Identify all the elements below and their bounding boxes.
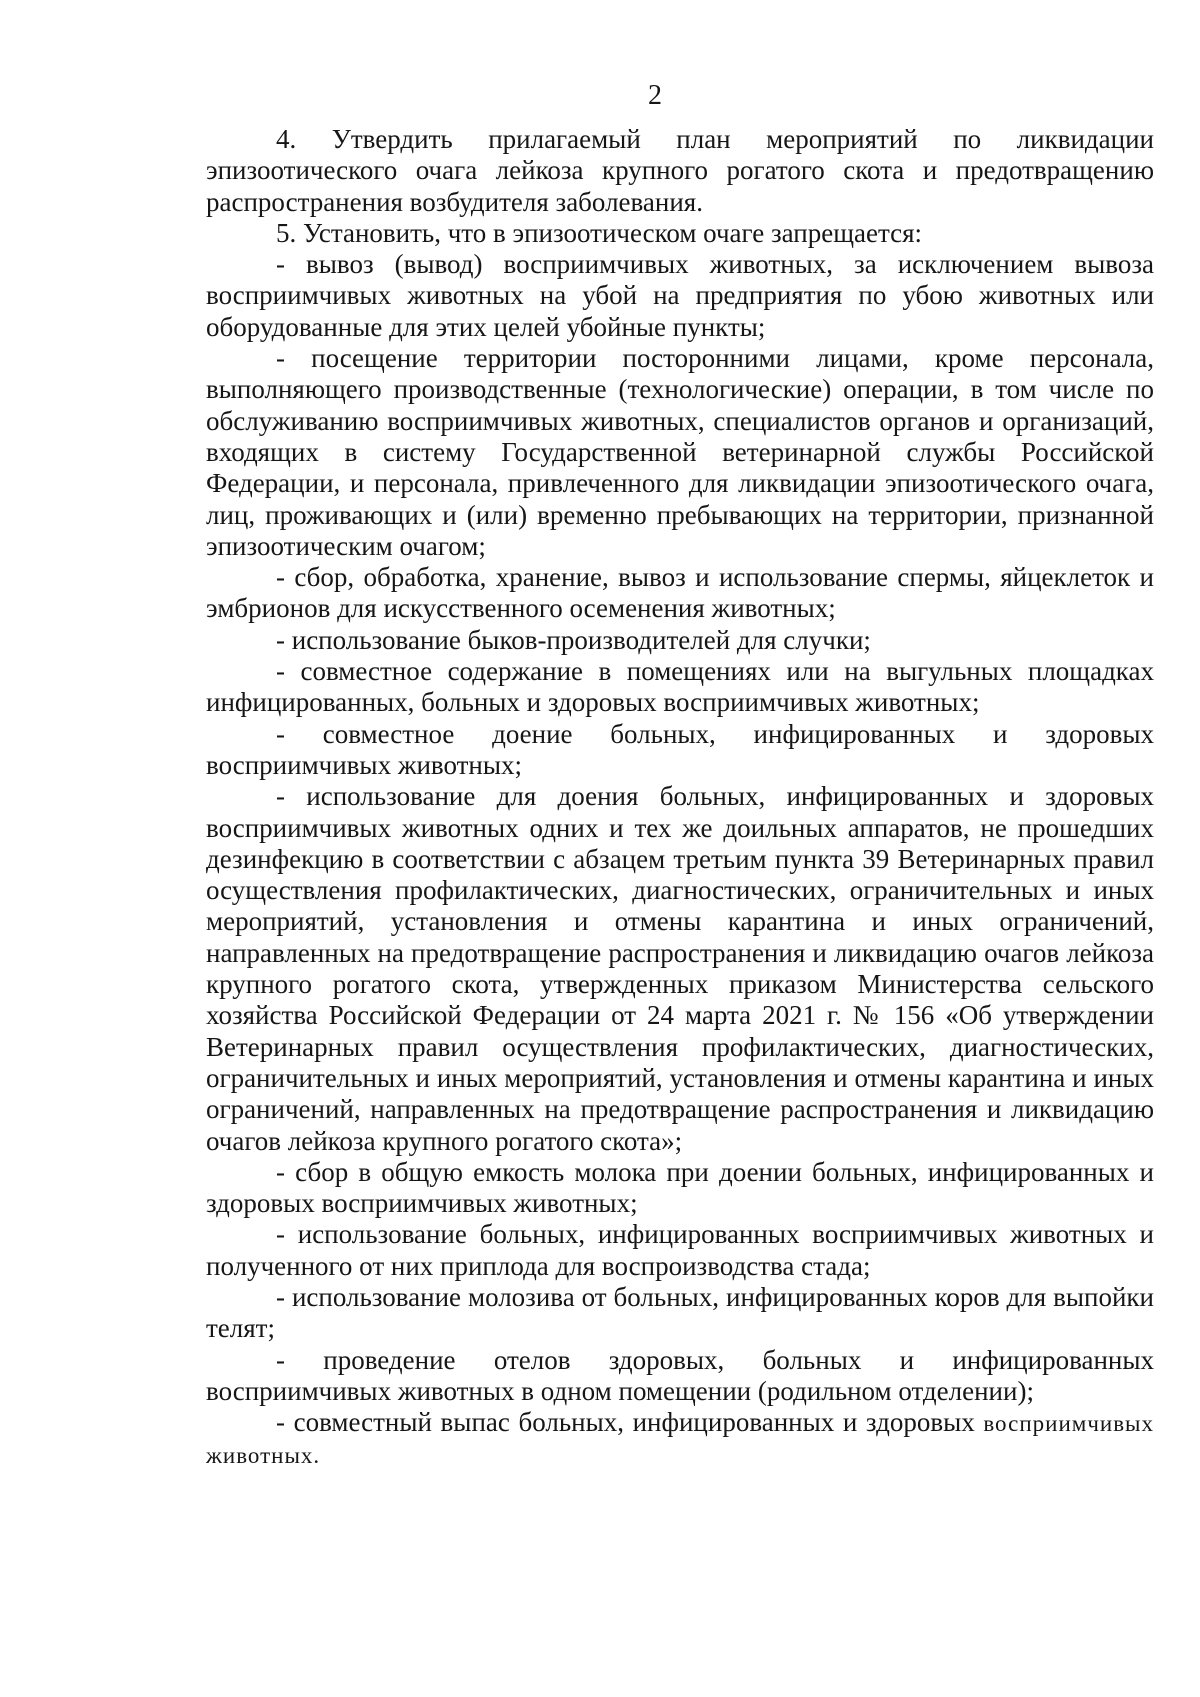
list-item-removal-ban: - вывоз (вывод) восприимчивых животных, за исключением вывоза восприимчивых животных на убой на предприятия по убою животных или оборудованные для этих целей убойные пункты; [206,249,1154,342]
list-item-milking-equipment-ban: - использование для доения больных, инфицированных и здоровых восприимчивых животных одних и тех же доильных аппаратов, не прошедших дезинфекцию в соответствии с абзацем третьим пункта 39 Ветеринарных правил осуществления профилактических, диагностических, ограничительных и иных мероприятий, установления и отмены карантина и иных ограничений, направленных на предотвращение распространения и ликвидацию очагов лейкоза крупного рогатого скота, утвержденных приказом Министерства сельского хозяйства Российской Федерации от 24 марта 2021 г. № 156 «Об утверждении Ветеринарных правил осуществления профилактических, диагностических, ограничительных и иных мероприятий, установления и отмены карантина и иных ограничений, направленных на предотвращение распространения и ликвидацию очагов лейкоза крупного рогатого скота»; [206,781,1154,1156]
list-item-colostrum-ban: - использование молозива от больных, инфицированных коров для выпойки телят; [206,1281,1154,1344]
list-item-milk-collection-ban: - сбор в общую емкость молока при доении больных, инфицированных и здоровых восприимчивых животных; [206,1156,1154,1219]
paragraph-item-4: 4. Утвердить прилагаемый план мероприятий по ликвидации эпизоотического очага лейкоза крупного рогатого скота и предотвращению распространения возбудителя заболевания. [206,124,1154,217]
list-item-grazing-ban [206,1407,1154,1472]
list-item-visit-ban: - посещение территории посторонними лицами, кроме персонала, выполняющего производственные (технологические) операции, в том числе по обслуживанию восприимчивых животных, специалистов органов и организаций, входящих в систему Государственной ветеринарной службы Российской Федерации, и персонала, привлеченного для ликвидации эпизоотического очага, лиц, проживающих и (или) временно пребывающих на территории, признанной эпизоотическим очагом; [206,343,1154,561]
paragraph-item-5: 5. Установить, что в эпизоотическом очаге запрещается: [276,217,923,248]
page-number: 2 [648,80,662,111]
list-item-joint-milking-ban: - совместное доение больных, инфицированных и здоровых восприимчивых животных; [206,718,1154,780]
list-item-joint-keeping-ban: - совместное содержание в помещениях или на выгульных площадках инфицированных, больных и здоровых восприимчивых животных; [206,656,1154,718]
list-item-bull-ban: - использование быков-производителей для случки; [276,624,871,655]
list-item-grazing-ban-tail: восприимчивых животных. [206,1411,1155,1469]
list-item-calving-ban: - проведение отелов здоровых, больных и инфицированных восприимчивых животных в одном помещении (родильном отделении); [206,1344,1154,1406]
list-item-reproduction-ban: - использование больных, инфицированных восприимчивых животных и полученного от них приплода для воспроизводства стада; [206,1219,1154,1281]
list-item-semen-ban: - сбор, обработка, хранение, вывоз и использование спермы, яйцеклеток и эмбрионов для искусственного осеменения животных; [206,562,1154,624]
document-body [206,124,1154,1472]
list-item-grazing-ban-head: - совместный выпас больных, инфицированных и здоровых [276,1407,975,1438]
